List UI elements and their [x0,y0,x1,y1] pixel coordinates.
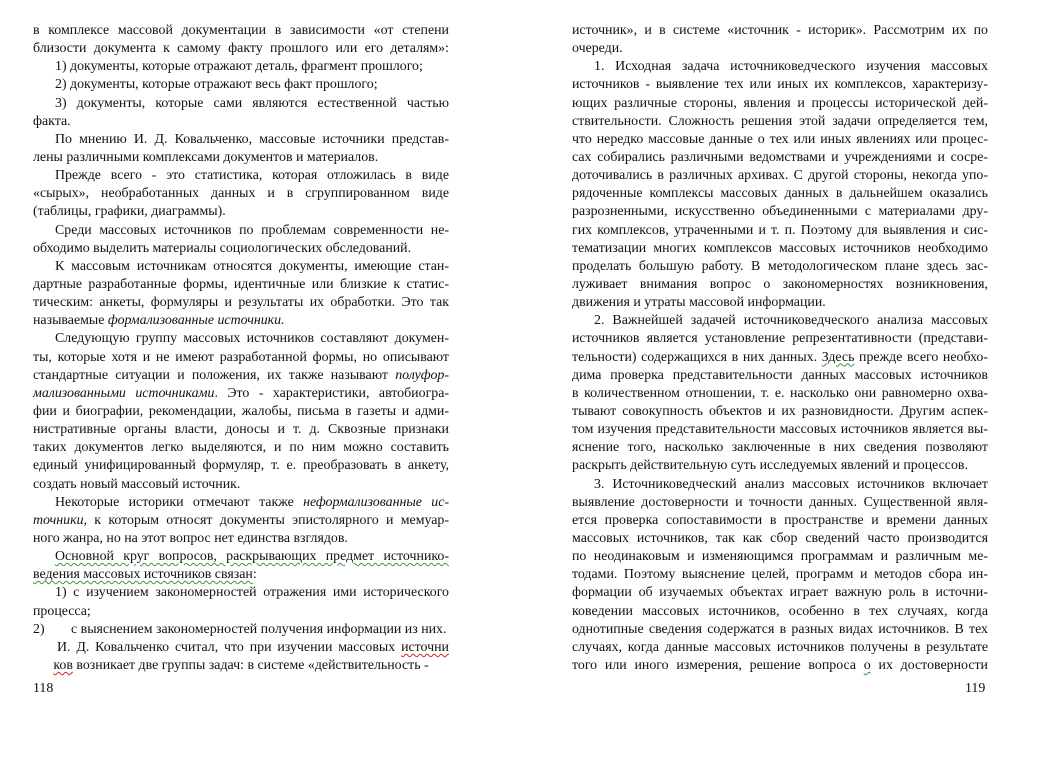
text-line: ющих различные стороны, явления и процессы исторической дей- [572,95,988,111]
text-line: проделать большую работу. В методологическом плане здесь зас- [572,258,988,274]
text-line: 1. Исходная задача источниковедческого изучения массовых [594,59,988,75]
text-line: Прежде всего - это статистика, которая отложилась в виде [55,168,449,184]
italic-term: мализованными источниками [33,385,215,401]
text-line: источник», и в системе «источник - историк». Рассмотрим их по [572,23,988,38]
text-line: К массовым источникам относятся документы, имеющие стан- [55,258,449,274]
text-line [33,639,449,657]
text-line: (таблицы, графики, диаграммы). [33,204,226,220]
text-line: близости документа к самому факту прошлого или его деталям»: [33,41,449,57]
text-line: 1) с изучением закономерностей отражения ими исторического [55,585,449,601]
text-line: создать новый массовый источник. [33,476,241,492]
text-line: ного жанра, но на этот вопрос нет единства взглядов. [33,530,348,546]
text-line: обходимо выделить материалы социологических обследований. [33,240,412,256]
text-line: таких документов легко выделяются, и по ним можно составить [33,440,449,456]
grammar-flagged-text: Здесь [821,349,855,365]
text-line: процесса; [33,603,91,619]
italic-term: формализованные источники. [107,313,285,329]
text-line: источников является установление репрезентативности (представи- [572,331,988,347]
text-line [33,512,449,530]
text-fragment: И. Д. Ковальченко считал, что при изучении массовых [57,639,402,655]
text-line: По мнению И. Д. Ковальченко, массовые источники представ- [55,131,449,147]
text-line: что нередко массовые данные о тех или иных явлениях или процес- [572,131,988,147]
text-line: дартные разработанные формы, идентичные или близкие к статис- [33,276,449,292]
text-line: дима проверка представительности данных массовых источников [572,367,988,383]
grammar-flagged-text: Основной круг вопросов, раскрывающих предмет источнико- [55,549,449,565]
text-fragment: с выяснением закономерностей получения информации из них. [71,621,447,637]
text-line: однотипные сведения содержатся в разных видах источников. В тех [572,621,988,637]
text-fragment: : [252,567,257,583]
text-line [572,657,988,675]
italic-term: точники, [33,512,87,528]
text-line: выявление достоверности и точности данных. Существенной явля- [572,494,988,510]
text-fragment: . Это - характеристики, автобиогра- [214,385,449,401]
text-line: сах собирались различными ведомствами и учреждениями и сосре- [572,149,988,165]
italic-term: неформализованные ис- [303,494,449,510]
text-line [572,349,988,367]
text-line: случаях, когда данные массовых источников получены в результате [572,639,988,655]
text-fragment: их достоверности [870,657,988,673]
text-line: 1) документы, которые отражают деталь, фрагмент прошлого; [55,59,423,75]
text-line: источников - выявление тех или иных их комплексов, характеризу- [572,77,988,93]
text-line: массовых источников, так как сбор сведений часто производится [572,530,988,546]
text-line: том изучения представительности массовых источников является вы- [572,422,988,438]
text-line: ствительности. Сложность решения этой задачи определяется тем, [572,113,988,129]
text-fragment: Некоторые историки отмечают также [55,494,304,510]
text-line: фии и биографии, рекомендации, жалобы, письма в газеты и адми- [33,403,449,419]
text-line: лены различными комплексами документов и материалов. [33,149,379,165]
grammar-flagged-text: о [863,657,871,673]
text-line: 3) документы, которые сами являются естественной частью [55,95,449,111]
text-line: Следующую группу массовых источников составляют докумен- [55,331,449,347]
text-line: единый унифицированный формуляр, т. е. преобразовать в анкету, [33,458,449,474]
text-line [33,312,449,330]
text-line: раскрыть действительную суть исследуемых явлений и процессов. [572,458,968,474]
text-line: формации об изучаемых объектах играет важную роль в источни- [572,585,988,601]
text-fragment: того или иного измерения, решение вопроса [572,657,864,673]
text-line: «сырых», необработанных данных и в сгруппированном виде [33,186,449,202]
text-line: Среди массовых источников по проблемам современности не- [55,222,449,238]
text-line: рядоченные комплексы массовых данных в дальнейшем оказались [572,186,988,202]
text-line: тывают совокупность объектов и их разновидности. Другим аспек- [572,403,988,419]
text-line: разрозненными, искусственно объединенными с материалами дру- [572,204,988,220]
text-line: 2) документы, которые отражают весь факт прошлого; [55,77,378,93]
text-line: по неодинаковым и изменяющимся программам и различным ме- [572,549,988,565]
text-line [33,657,449,675]
text-line: нистративные органы власти, доносы и т. д. Сквозные признаки [33,422,449,438]
text-fragment: называемые [33,313,108,329]
list-number: 2) [33,621,45,637]
text-line [33,566,449,584]
text-line: гих комплексов, утраченными и т. п. Поэтому для выявления и сис- [572,222,988,238]
right-page [572,22,988,675]
left-page [33,22,449,675]
text-line [33,367,449,385]
italic-term: полуфор- [395,367,449,383]
text-line: яснение того, насколько заключенные в них сведения позволяют [572,440,988,456]
text-fragment: возникает две группы задач: в системе «действительность - [72,657,429,673]
text-fragment: к которым относят документы эпистолярного и мемуар- [87,512,449,528]
text-line [33,494,449,512]
text-line: 3. Источниковедческий анализ массовых источников включает [594,476,988,492]
text-line: тодами. Поэтому выяснение целей, программ и методов сбора ин- [572,567,988,583]
spell-flagged-text: ков [53,657,73,673]
text-line [33,385,449,403]
text-fragment: стандартные ситуации и положения, их также называют [33,367,396,383]
text-line [33,548,449,566]
text-line: факта. [33,113,71,129]
page-number-right: 119 [965,681,986,696]
text-line: очереди. [572,41,623,57]
text-line: ты, которые хотя и не имеют разработанной формы, но описывают [33,349,449,365]
page-number-left: 118 [33,681,54,696]
text-line: коведении массовых источников, особенно в тех случаях, когда [572,603,988,619]
spell-flagged-text: источни [401,639,449,655]
grammar-flagged-text: ведения массовых источников связан [33,567,253,583]
text-line: в комплексе массовой документации в зависимости «от степени [33,23,449,38]
text-fragment: прежде всего необхо- [854,349,988,365]
text-line: 2. Важнейшей задачей источниковедческого анализа массовых [594,313,988,329]
text-line: доточивались в различных архивах. С другой стороны, некогда упо- [572,168,988,184]
text-line: тематизации многих комплексов массовых источников необходимо [572,240,988,256]
text-line: тическим: анкеты, формуляры и результаты их обработки. Это так [33,295,449,311]
text-line: движения и утраты массовой информации. [572,295,826,311]
text-line [33,621,449,639]
text-fragment: тельности) содержащихся в них данных. [572,349,822,365]
text-line: в количественном отношении, т. е. насколько они равномерно охва- [572,385,988,401]
text-line: ется проверка сопоставимости в пространстве и времени данных [572,512,988,528]
text-line: луживает внимания вопрос о закономерностях возникновения, [572,276,988,292]
